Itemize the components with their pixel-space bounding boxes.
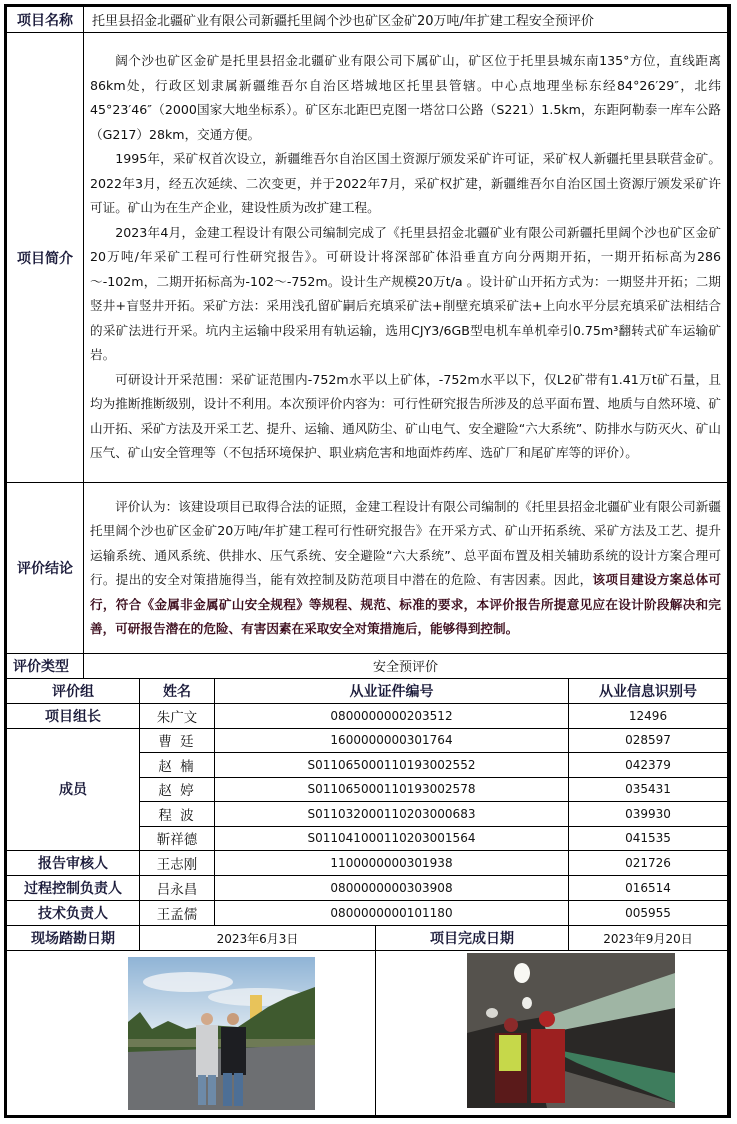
member-cert-no: 1600000000301764 [215,728,569,753]
eval-type-label: 评价类型 [7,654,84,679]
intro-paragraph: 阔个沙也矿区金矿是托里县招金北疆矿业有限公司下属矿山，矿区位于托里县城东南135°方位，直线距离86km处，行政区划隶属新疆维吾尔自治区塔城地区托里县管辖。中心点地理坐标东经84°26′29″，北纬45°23′46″（2000国家大地坐标系）。矿区东北距巴克图一塔岔口公路（S221）1.5km，东距阿勒泰一库车公路（G217）28km，交通方便。 [90,53,721,142]
table-row [7,876,728,901]
member-name: 赵 楠 [140,753,215,778]
intro-paragraph: 1995年，采矿权首次设立，新疆维吾尔自治区国土资源厅颁发采矿许可证，采矿权人新疆托里县联营金矿。2022年3月，经五次延续、二次变更，并于2022年7月，采矿权扩建，新疆维吾尔自治区国土资源厅颁发采矿许可证。矿山为在生产企业，建设性质为改扩建工程。 [90,151,721,216]
eval-type-value: 安全预评价 [84,654,728,679]
tech-lead-role: 技术负责人 [7,901,140,926]
process-control-role: 过程控制负责人 [7,876,140,901]
conclusion-highlight: 该项目建设方案总体可行，符合《金属非金属矿山安全规程》等规程、规范、标准的要求，本评价报告所提意见应在设计阶段解决和完善，可研报告潜在的危险、有害因素在采取安全对策措施后，能够得到控制。 [90,572,722,636]
tech-lead-info-id: 005955 [569,901,728,926]
project-name-label: 项目名称 [7,7,84,33]
project-intro-label: 项目简介 [7,33,84,483]
process-control-info-id: 016514 [569,876,728,901]
member-name: 程 波 [140,802,215,827]
completion-label: 项目完成日期 [376,926,569,951]
header-cert-no: 从业证件编号 [215,678,569,703]
process-control-cert-no: 0800000000303908 [215,876,569,901]
member-info-id: 042379 [569,753,728,778]
leader-cert-no: 0800000000203512 [215,703,569,728]
project-intro-content [84,33,728,483]
intro-paragraph: 2023年4月，金建工程设计有限公司编制完成了《托里县招金北疆矿业有限公司新疆托里阔个沙也矿区金矿20万吨/年采矿工程可行性研究报告》。可研设计将深部矿体沿垂直方向分两期开拓，一期开拓标高为286～-102m，二期开拓标高为-102～-752m。设计生产规模20万t/a 。设计矿山开拓方式为：一期竖井开拓；二期竖井+盲竖井开拓。采矿方法：采用浅孔留矿嗣后充填采矿法+削壁充填采矿法+上向水平分层充填采矿法相结合的采矿法进行开采。坑内主运输中段采用有轨运输，选用CJY3/6GB型电机车单机牵引0.75m³翻转式矿车运输矿岩。 [90,224,721,363]
header-info-id: 从业信息识别号 [569,678,728,703]
dates-photos-table [6,925,728,1118]
table-row [7,901,728,926]
header-eval-group: 评价组 [7,678,140,703]
table-row [7,728,728,753]
reviewer-role: 报告审核人 [7,851,140,876]
underground-photo [467,953,675,1108]
reviewer-info-id: 021726 [569,851,728,876]
conclusion-text: 评价认为：该建设项目已取得合法的证照，金建工程设计有限公司编制的《托里县招金北疆矿业有限公司新疆托里阔个沙也矿区金矿20万吨/年扩建工程可行性研究报告》在开采方式、矿山开拓系统、采矿方法及工艺、提升运输系统、通风系统、供排水、压气系统、安全避险“六大系统”、总平面布置及相关辅助系统的设计方案合理可行。提出的安全对策措施得当，能有效控制及防范项目中潜在的危险、有害因素。因此， [90,498,721,587]
site-visit-date: 2023年6月3日 [140,926,376,951]
members-role: 成员 [7,728,140,851]
site-visit-label: 现场踏勘日期 [7,926,140,951]
leader-name: 朱广文 [140,703,215,728]
intro-paragraph: 可研设计开采范围：采矿证范围内-752m水平以上矿体，-752m水平以下，仅L2矿带有1.41万t矿石量，且均为推断推断级别，设计不利用。本次预评价内容为：可行性研究报告所涉及的总平面布置、地质与自然环境、矿山开拓、采矿方法及开采工艺、提升、运输、通风防尘、矿山电气、安全避险“六大系统”、防排水与防灭火、矿山压气、矿山安全管理等（不包括环境保护、职业病危害和地面炸药库、选矿厂和尾矿库等的评价）。 [90,371,721,461]
member-name: 曹 廷 [140,728,215,753]
leader-info-id: 12496 [569,703,728,728]
project-info-table [6,6,728,679]
member-info-id: 035431 [569,777,728,802]
member-name: 靳祥德 [140,826,215,851]
tech-lead-name: 王孟儒 [140,901,215,926]
member-cert-no: S011065000110193002578 [215,777,569,802]
member-cert-no: S011032000110203000683 [215,802,569,827]
underground-photo-cell [376,951,728,1118]
team-table [6,678,728,927]
table-row [7,851,728,876]
member-info-id: 028597 [569,728,728,753]
completion-date: 2023年9月20日 [569,926,728,951]
member-cert-no: S011041000110203001564 [215,826,569,851]
reviewer-name: 王志刚 [140,851,215,876]
tech-lead-cert-no: 0800000000101180 [215,901,569,926]
table-row [7,703,728,728]
site-visit-photo [128,957,315,1110]
member-info-id: 041535 [569,826,728,851]
member-cert-no: S011065000110193002552 [215,753,569,778]
conclusion-content [84,483,728,654]
member-info-id: 039930 [569,802,728,827]
process-control-name: 吕永昌 [140,876,215,901]
reviewer-cert-no: 1100000000301938 [215,851,569,876]
project-name-value: 托里县招金北疆矿业有限公司新疆托里阔个沙也矿区金矿20万吨/年扩建工程安全预评价 [84,7,728,33]
header-name: 姓名 [140,678,215,703]
conclusion-label: 评价结论 [7,483,84,654]
site-visit-photo-cell [7,951,376,1118]
evaluation-info-sheet [4,4,731,1118]
leader-role: 项目组长 [7,703,140,728]
member-name: 赵 婷 [140,777,215,802]
